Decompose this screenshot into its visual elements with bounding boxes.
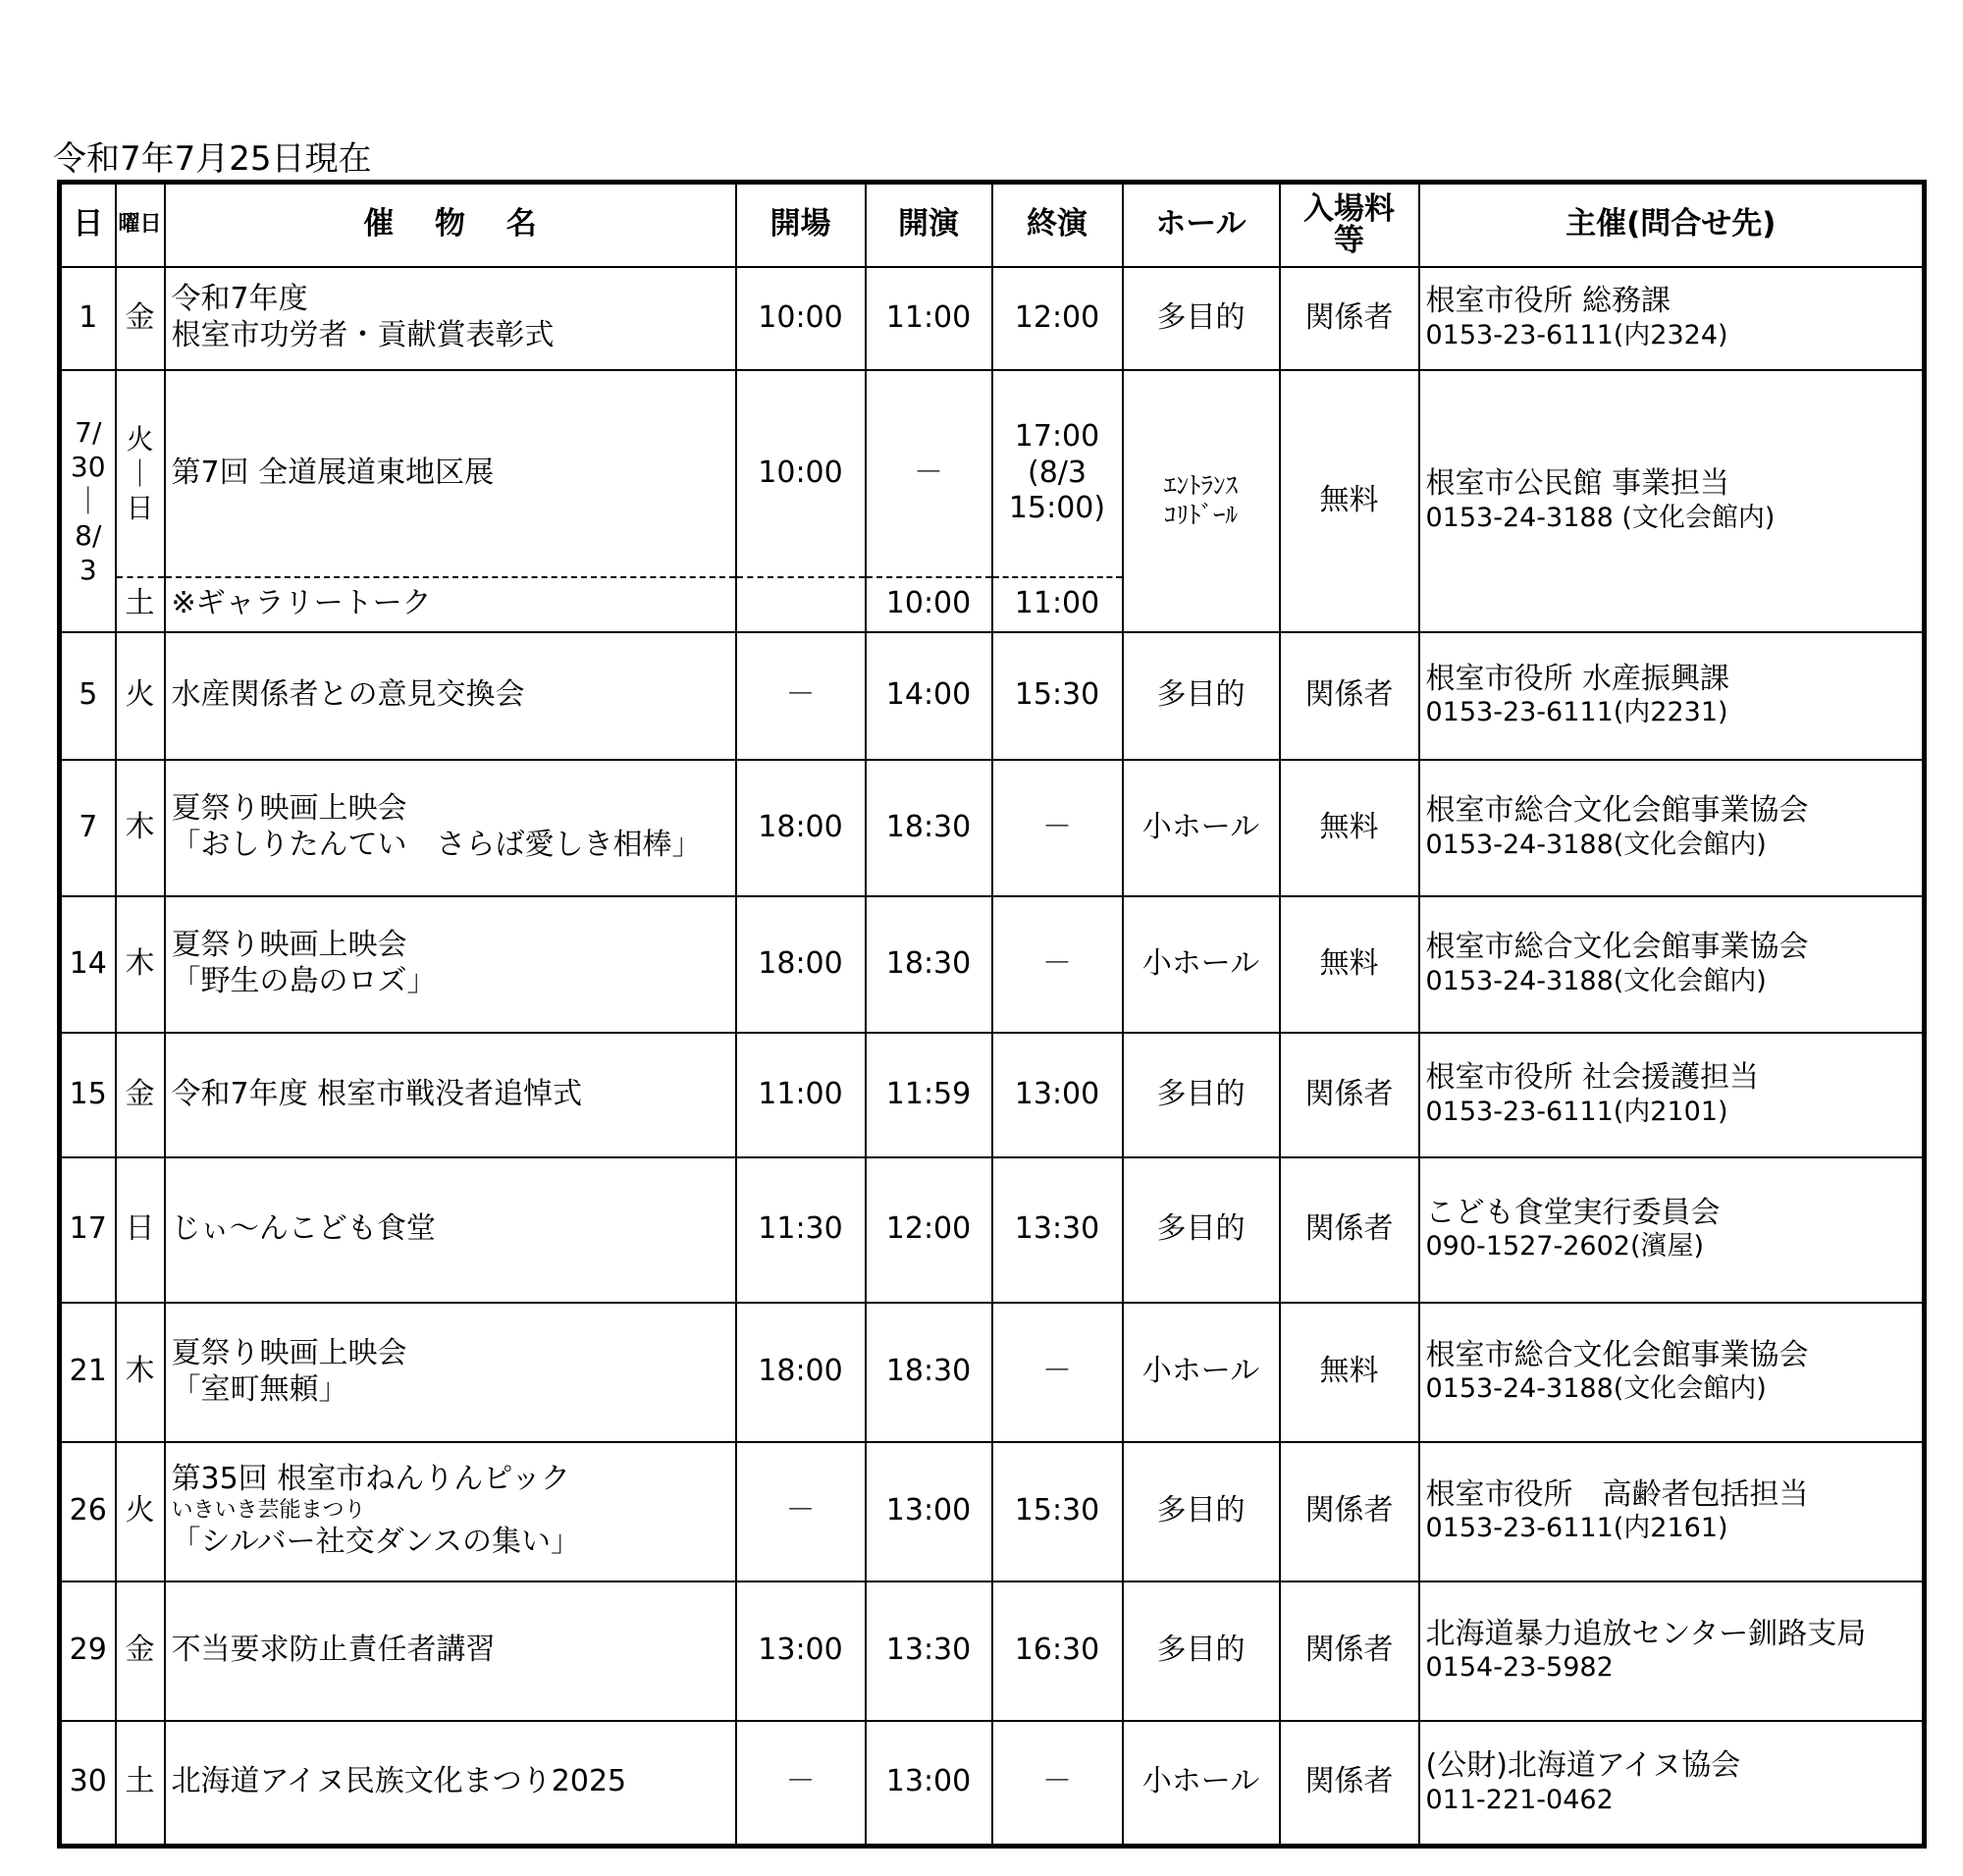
header-fee-line1: 入場料 — [1303, 190, 1395, 227]
start-time-cell: 11:59 — [866, 1033, 992, 1157]
end-time-cell: 12:00 — [992, 267, 1123, 370]
organizer-phone: 0153-24-3188(文化会館内) — [1425, 829, 1767, 860]
table-row — [60, 267, 1925, 370]
event-name-line: 「シルバー社交ダンスの集い」 — [171, 1524, 581, 1559]
header-event: 催 物 名 — [165, 183, 736, 267]
organizer-cell — [1419, 632, 1925, 760]
open-time-cell: 18:00 — [736, 896, 866, 1033]
start-time-cell: 10:00 — [866, 577, 992, 632]
hall-cell: 多目的 — [1123, 1033, 1280, 1157]
organizer-cell — [1419, 1033, 1925, 1157]
start-time-cell: 13:30 — [866, 1581, 992, 1721]
organizer-name: 根室市総合文化会館事業協会 — [1425, 1337, 1809, 1372]
fee-cell: 無料 — [1280, 896, 1419, 1033]
day-cell: 1 — [60, 267, 116, 370]
open-time-cell: 13:00 — [736, 1581, 866, 1721]
day-range-cell — [60, 370, 116, 632]
day-range-line: ｜ — [74, 484, 102, 517]
event-name-cell: 令和7年度 根室市戦没者追悼式 — [165, 1033, 736, 1157]
event-name-line: 根室市功労者・貢献賞表彰式 — [171, 318, 555, 352]
fee-cell: 無料 — [1280, 1303, 1419, 1442]
header-end: 終演 — [992, 183, 1123, 267]
weekday-cell: 火 — [116, 632, 165, 760]
table-row — [60, 896, 1925, 1033]
event-name-line: 「野生の島のロズ」 — [171, 964, 437, 998]
weekday-cell: 金 — [116, 1581, 165, 1721]
open-time-cell: 11:30 — [736, 1157, 866, 1303]
day-range-line: 30 — [70, 450, 106, 483]
start-time-cell: 11:00 — [866, 267, 992, 370]
table-row — [60, 632, 1925, 760]
start-time-cell: － — [866, 370, 992, 577]
organizer-cell — [1419, 1721, 1925, 1847]
open-time-cell — [736, 577, 866, 632]
day-cell: 15 — [60, 1033, 116, 1157]
start-time-cell: 13:00 — [866, 1721, 992, 1847]
event-name-line: 夏祭り映画上映会 — [171, 928, 407, 963]
end-time-cell: 16:30 — [992, 1581, 1123, 1721]
table-row — [60, 1442, 1925, 1581]
end-time-cell — [992, 370, 1123, 577]
end-time-cell: － — [992, 760, 1123, 896]
weekday-range-cell — [116, 370, 165, 577]
weekday-cell: 金 — [116, 1033, 165, 1157]
event-schedule-table — [57, 180, 1927, 1849]
event-name-line: 第35回 根室市ねんりんピック — [171, 1462, 571, 1497]
open-time-cell: 11:00 — [736, 1033, 866, 1157]
open-time-cell: 10:00 — [736, 267, 866, 370]
organizer-name: 根室市役所 社会援護担当 — [1425, 1060, 1760, 1096]
weekday-cell: 日 — [116, 1157, 165, 1303]
organizer-phone: 011-221-0462 — [1425, 1784, 1614, 1815]
fee-cell: 関係者 — [1280, 1581, 1419, 1721]
end-time-cell: － — [992, 1303, 1123, 1442]
weekday-cell: 木 — [116, 1303, 165, 1442]
fee-cell: 関係者 — [1280, 632, 1419, 760]
end-time-line: 17:00 — [1014, 419, 1100, 455]
organizer-cell — [1419, 267, 1925, 370]
organizer-cell — [1419, 1442, 1925, 1581]
end-time-line: 15:00) — [1008, 491, 1106, 526]
end-time-cell: 13:00 — [992, 1033, 1123, 1157]
organizer-phone: 0153-23-6111(内2324) — [1425, 319, 1728, 350]
header-fee — [1280, 183, 1419, 267]
header-row — [60, 183, 1925, 267]
organizer-cell — [1419, 760, 1925, 896]
start-time-cell: 18:30 — [866, 1303, 992, 1442]
fee-cell: 関係者 — [1280, 1442, 1419, 1581]
header-weekday: 曜日 — [116, 183, 165, 267]
organizer-name: (公財)北海道アイヌ協会 — [1425, 1747, 1741, 1783]
event-name-line: 令和7年度 — [171, 282, 308, 317]
fee-cell: 関係者 — [1280, 1157, 1419, 1303]
fee-cell: 関係者 — [1280, 1033, 1419, 1157]
end-time-cell: － — [992, 1721, 1123, 1847]
day-cell: 5 — [60, 632, 116, 760]
day-cell: 30 — [60, 1721, 116, 1847]
day-range-line: 8/ — [75, 518, 102, 552]
organizer-phone: 0153-24-3188(文化会館内) — [1425, 1373, 1767, 1405]
hall-cell: 小ホール — [1123, 760, 1280, 896]
day-cell: 7 — [60, 760, 116, 896]
organizer-name: 根室市公民館 事業担当 — [1425, 466, 1730, 502]
open-time-cell: 18:00 — [736, 1303, 866, 1442]
organizer-name: 根室市役所 総務課 — [1425, 284, 1671, 319]
end-time-cell: 15:30 — [992, 1442, 1123, 1581]
hall-line: ｴﾝﾄﾗﾝｽ — [1163, 470, 1238, 500]
event-subtitle-line: いきいき芸能まつり — [171, 1498, 366, 1524]
hall-cell: 多目的 — [1123, 1442, 1280, 1581]
event-name-cell: じぃ～んこども食堂 — [165, 1157, 736, 1303]
event-name-cell — [165, 760, 736, 896]
event-name-line: 「おしりたんてい さらば愛しき相棒」 — [171, 828, 702, 862]
organizer-name: こども食堂実行委員会 — [1425, 1195, 1721, 1230]
end-time-line: (8/3 — [1028, 455, 1087, 490]
organizer-phone: 0154-23-5982 — [1425, 1652, 1614, 1684]
end-time-cell: 13:30 — [992, 1157, 1123, 1303]
event-name-cell: 北海道アイヌ民族文化まつり2025 — [165, 1721, 736, 1847]
fee-cell: 無料 — [1280, 760, 1419, 896]
table-row — [60, 370, 1925, 577]
organizer-phone: 0153-24-3188(文化会館内) — [1425, 965, 1767, 996]
organizer-cell — [1419, 1303, 1925, 1442]
hall-cell: 多目的 — [1123, 1581, 1280, 1721]
event-name-line: 夏祭り映画上映会 — [171, 791, 407, 827]
weekday-cell: 火 — [116, 1442, 165, 1581]
event-name-cell — [165, 896, 736, 1033]
start-time-cell: 18:30 — [866, 760, 992, 896]
table-row — [60, 1033, 1925, 1157]
event-name-cell: ※ギャラリートーク — [165, 577, 736, 632]
event-name-cell — [165, 1442, 736, 1581]
weekday-range-line: 火 — [126, 422, 154, 456]
header-hall: ホール — [1123, 183, 1280, 267]
start-time-cell: 18:30 — [866, 896, 992, 1033]
open-time-cell: － — [736, 632, 866, 760]
fee-cell: 無料 — [1280, 370, 1419, 632]
table-row — [60, 1303, 1925, 1442]
day-cell: 29 — [60, 1581, 116, 1721]
fee-cell: 関係者 — [1280, 1721, 1419, 1847]
open-time-cell: 10:00 — [736, 370, 866, 577]
event-name-line: 「室町無頼」 — [171, 1371, 348, 1407]
table-row — [60, 1157, 1925, 1303]
hall-cell: 多目的 — [1123, 632, 1280, 760]
organizer-phone: 0153-24-3188 (文化会館内) — [1425, 502, 1776, 533]
header-day: 日 — [60, 183, 116, 267]
table-row — [60, 1581, 1925, 1721]
open-time-cell: － — [736, 1442, 866, 1581]
hall-line: ｺﾘﾄﾞｰﾙ — [1163, 501, 1238, 529]
weekday-cell: 金 — [116, 267, 165, 370]
weekday-cell: 土 — [116, 1721, 165, 1847]
event-name-cell: 不当要求防止責任者講習 — [165, 1581, 736, 1721]
hall-cell: 多目的 — [1123, 267, 1280, 370]
as-of-date: 令和7年7月25日現在 — [53, 139, 372, 179]
organizer-name: 根室市総合文化会館事業協会 — [1425, 793, 1809, 829]
open-time-cell: 18:00 — [736, 760, 866, 896]
organizer-name: 北海道暴力追放センター釧路支局 — [1425, 1616, 1867, 1651]
table-row — [60, 1721, 1925, 1847]
event-name-line: 夏祭り映画上映会 — [171, 1335, 407, 1370]
event-name-cell: 水産関係者との意見交換会 — [165, 632, 736, 760]
hall-cell: 小ホール — [1123, 1721, 1280, 1847]
organizer-name: 根室市役所 高齢者包括担当 — [1425, 1476, 1809, 1512]
open-time-cell: － — [736, 1721, 866, 1847]
header-open: 開場 — [736, 183, 866, 267]
weekday-cell: 木 — [116, 760, 165, 896]
hall-cell — [1123, 370, 1280, 632]
organizer-name: 根室市役所 水産振興課 — [1425, 661, 1730, 696]
header-fee-line2: 等 — [1334, 223, 1364, 259]
start-time-cell: 12:00 — [866, 1157, 992, 1303]
end-time-cell: 11:00 — [992, 577, 1123, 632]
organizer-phone: 0153-23-6111(内2101) — [1425, 1096, 1728, 1127]
event-name-cell: 第7回 全道展道東地区展 — [165, 370, 736, 577]
organizer-phone: 0153-23-6111(内2161) — [1425, 1513, 1728, 1544]
end-time-cell: 15:30 — [992, 632, 1123, 760]
end-time-cell: － — [992, 896, 1123, 1033]
hall-cell: 小ホール — [1123, 1303, 1280, 1442]
header-start: 開演 — [866, 183, 992, 267]
table-row — [60, 760, 1925, 896]
organizer-cell — [1419, 1581, 1925, 1721]
hall-cell: 小ホール — [1123, 896, 1280, 1033]
organizer-name: 根室市総合文化会館事業協会 — [1425, 930, 1809, 965]
day-range-line: 3 — [79, 553, 97, 586]
event-name-cell — [165, 267, 736, 370]
day-cell: 26 — [60, 1442, 116, 1581]
organizer-phone: 0153-23-6111(内2231) — [1425, 697, 1728, 728]
start-time-cell: 13:00 — [866, 1442, 992, 1581]
organizer-cell — [1419, 896, 1925, 1033]
fee-cell: 関係者 — [1280, 267, 1419, 370]
day-cell: 21 — [60, 1303, 116, 1442]
weekday-cell: 木 — [116, 896, 165, 1033]
day-cell: 14 — [60, 896, 116, 1033]
weekday-range-line: ｜ — [126, 456, 154, 490]
header-organizer: 主催(問合せ先) — [1419, 183, 1925, 267]
organizer-cell — [1419, 370, 1925, 632]
weekday-cell: 土 — [116, 577, 165, 632]
hall-cell: 多目的 — [1123, 1157, 1280, 1303]
event-name-cell — [165, 1303, 736, 1442]
day-range-line: 7/ — [75, 415, 102, 449]
day-cell: 17 — [60, 1157, 116, 1303]
weekday-range-line: 日 — [126, 491, 154, 524]
organizer-cell — [1419, 1157, 1925, 1303]
organizer-phone: 090-1527-2602(濱屋) — [1425, 1231, 1705, 1262]
start-time-cell: 14:00 — [866, 632, 992, 760]
